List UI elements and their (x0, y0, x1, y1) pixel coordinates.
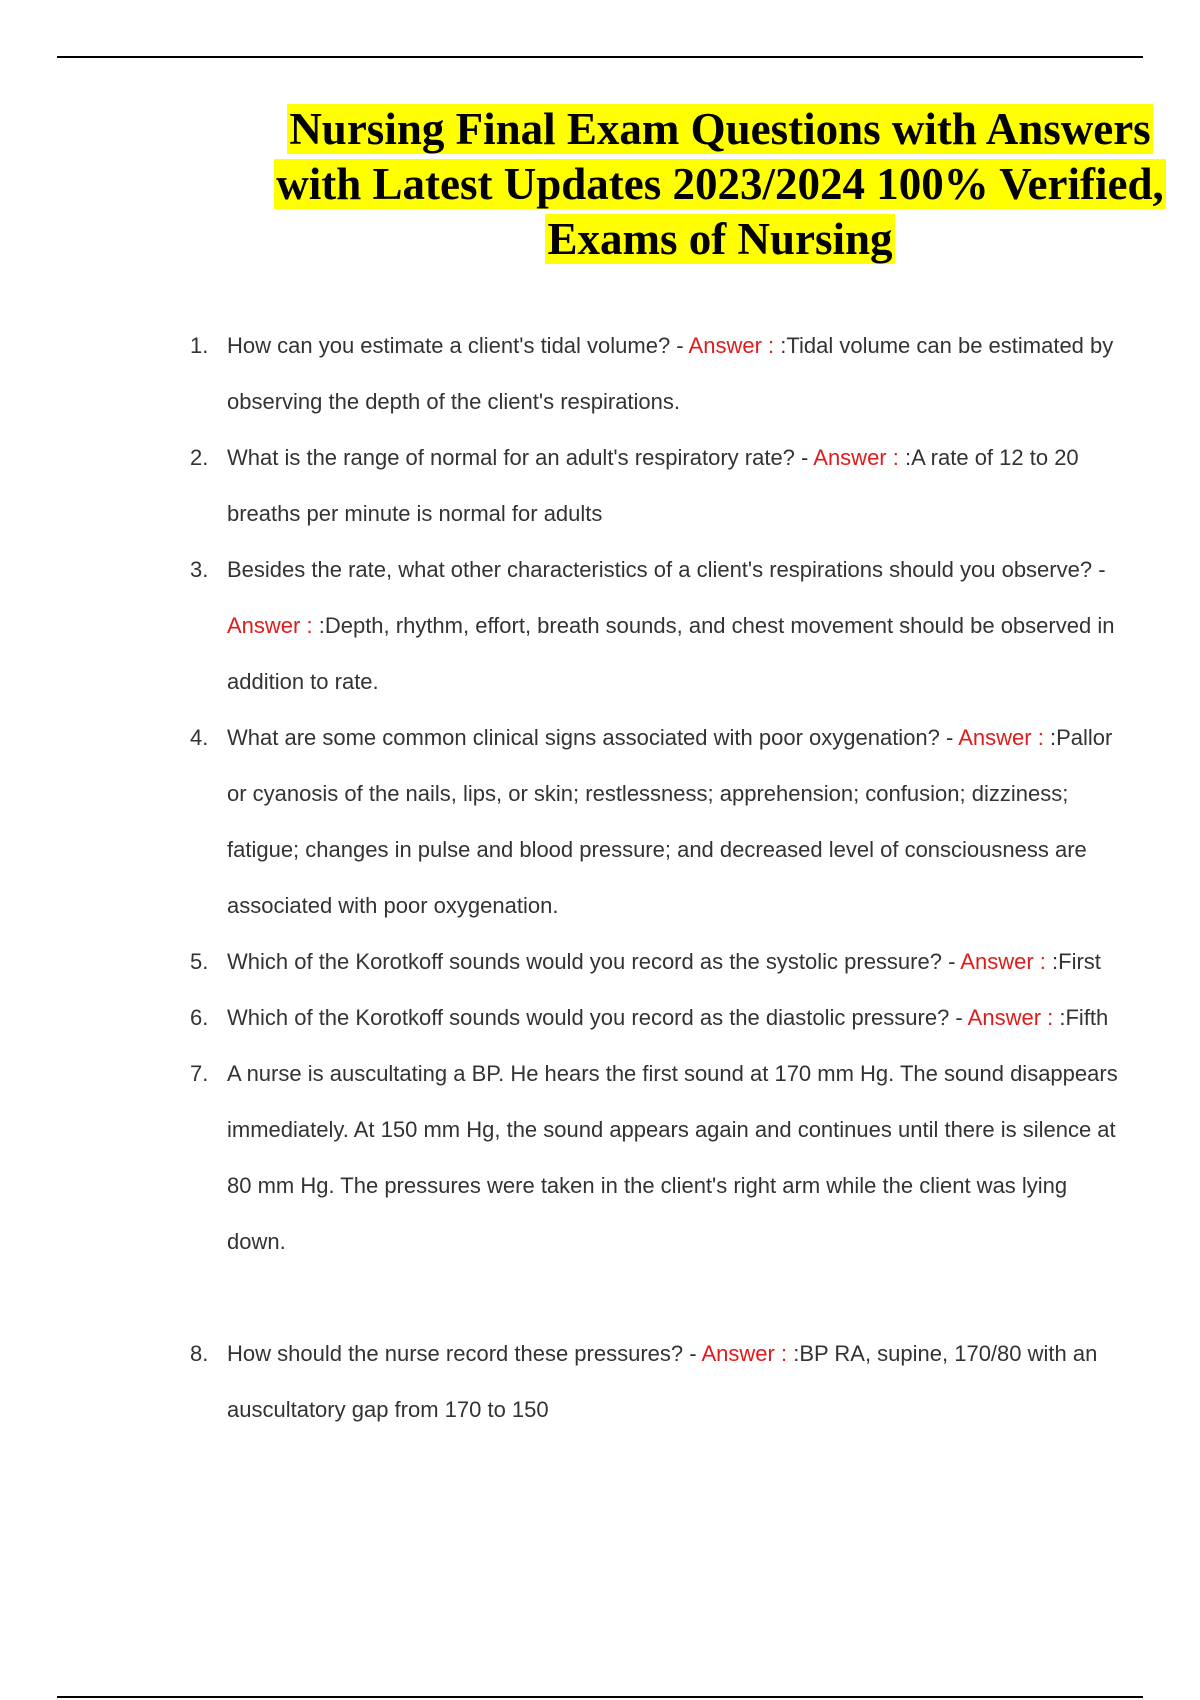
top-divider (57, 56, 1143, 58)
question-number: 7. (190, 1061, 209, 1086)
answer-text: :BP RA, supine, 170/80 with an (793, 1341, 1098, 1366)
answer-text: addition to rate. (227, 669, 379, 694)
question-item-8 (0, 1326, 1200, 1438)
title-line-3: Exams of Nursing (547, 214, 893, 264)
answer-text: :A rate of 12 to 20 (904, 445, 1079, 470)
question-text: Which of the Korotkoff sounds would you record as the diastolic pressure? - (227, 1005, 968, 1030)
question-text: immediately. At 150 mm Hg, the sound appears again and continues until there is silence at (227, 1117, 1116, 1142)
question-text: What are some common clinical signs associated with poor oxygenation? - (227, 725, 959, 750)
answer-text: :First (1052, 949, 1101, 974)
answer-text: :Pallor (1049, 725, 1113, 750)
question-item-3 (0, 542, 1200, 710)
question-text: What is the range of normal for an adult's respiratory rate? - (227, 445, 814, 470)
question-text: How should the nurse record these pressures? - (227, 1341, 702, 1366)
answer-label: Answer : (688, 333, 775, 358)
answer-label: Answer : (967, 1005, 1054, 1030)
question-text: How can you estimate a client's tidal volume? - (227, 333, 689, 358)
question-number: 1. (190, 333, 209, 358)
answer-label: Answer : (813, 445, 899, 470)
title-line-2: with Latest Updates 2023/2024 100% Verified, (276, 159, 1164, 209)
question-number: 2. (190, 445, 209, 470)
question-number: 3. (190, 557, 209, 582)
question-text: down. (227, 1229, 286, 1254)
question-number: 5. (190, 949, 209, 974)
answer-text: :Tidal volume can be estimated by (780, 333, 1114, 358)
answer-label: Answer : (227, 613, 313, 638)
answer-label: Answer : (960, 949, 1046, 974)
answer-text: :Depth, rhythm, effort, breath sounds, and chest movement should be observed in (318, 613, 1115, 638)
document-title (190, 102, 1200, 267)
answer-text: associated with poor oxygenation. (227, 893, 559, 918)
question-number: 6. (190, 1005, 209, 1030)
answer-label: Answer : (701, 1341, 788, 1366)
bottom-divider (57, 1696, 1143, 1698)
question-number: 8. (190, 1341, 209, 1366)
answer-text: auscultatory gap from 170 to 150 (227, 1397, 549, 1422)
question-item-2 (0, 430, 1200, 542)
answer-text: breaths per minute is normal for adults (227, 501, 603, 526)
question-item-6 (0, 990, 1200, 1046)
answer-text: or cyanosis of the nails, lips, or skin; restlessness; apprehension; confusion; dizziness; (227, 781, 1069, 806)
question-item-1 (0, 318, 1200, 430)
question-text: Which of the Korotkoff sounds would you record as the systolic pressure? - (227, 949, 961, 974)
answer-text: fatigue; changes in pulse and blood pressure; and decreased level of consciousness are (227, 837, 1087, 862)
answer-label: Answer : (958, 725, 1044, 750)
question-text: A nurse is auscultating a BP. He hears the first sound at 170 mm Hg. The sound disappears (227, 1061, 1118, 1086)
answer-text: :Fifth (1059, 1005, 1109, 1030)
answer-text: observing the depth of the client's respirations. (227, 389, 681, 414)
question-text: Besides the rate, what other characteristics of a client's respirations should you observe? - (227, 557, 1106, 582)
question-list (0, 318, 1200, 1438)
question-item-7 (0, 1046, 1200, 1270)
question-item-5 (0, 934, 1200, 990)
question-text: 80 mm Hg. The pressures were taken in the client's right arm while the client was lying (227, 1173, 1068, 1198)
question-number: 4. (190, 725, 209, 750)
title-line-1: Nursing Final Exam Questions with Answers (289, 104, 1151, 154)
question-item-4 (0, 710, 1200, 934)
